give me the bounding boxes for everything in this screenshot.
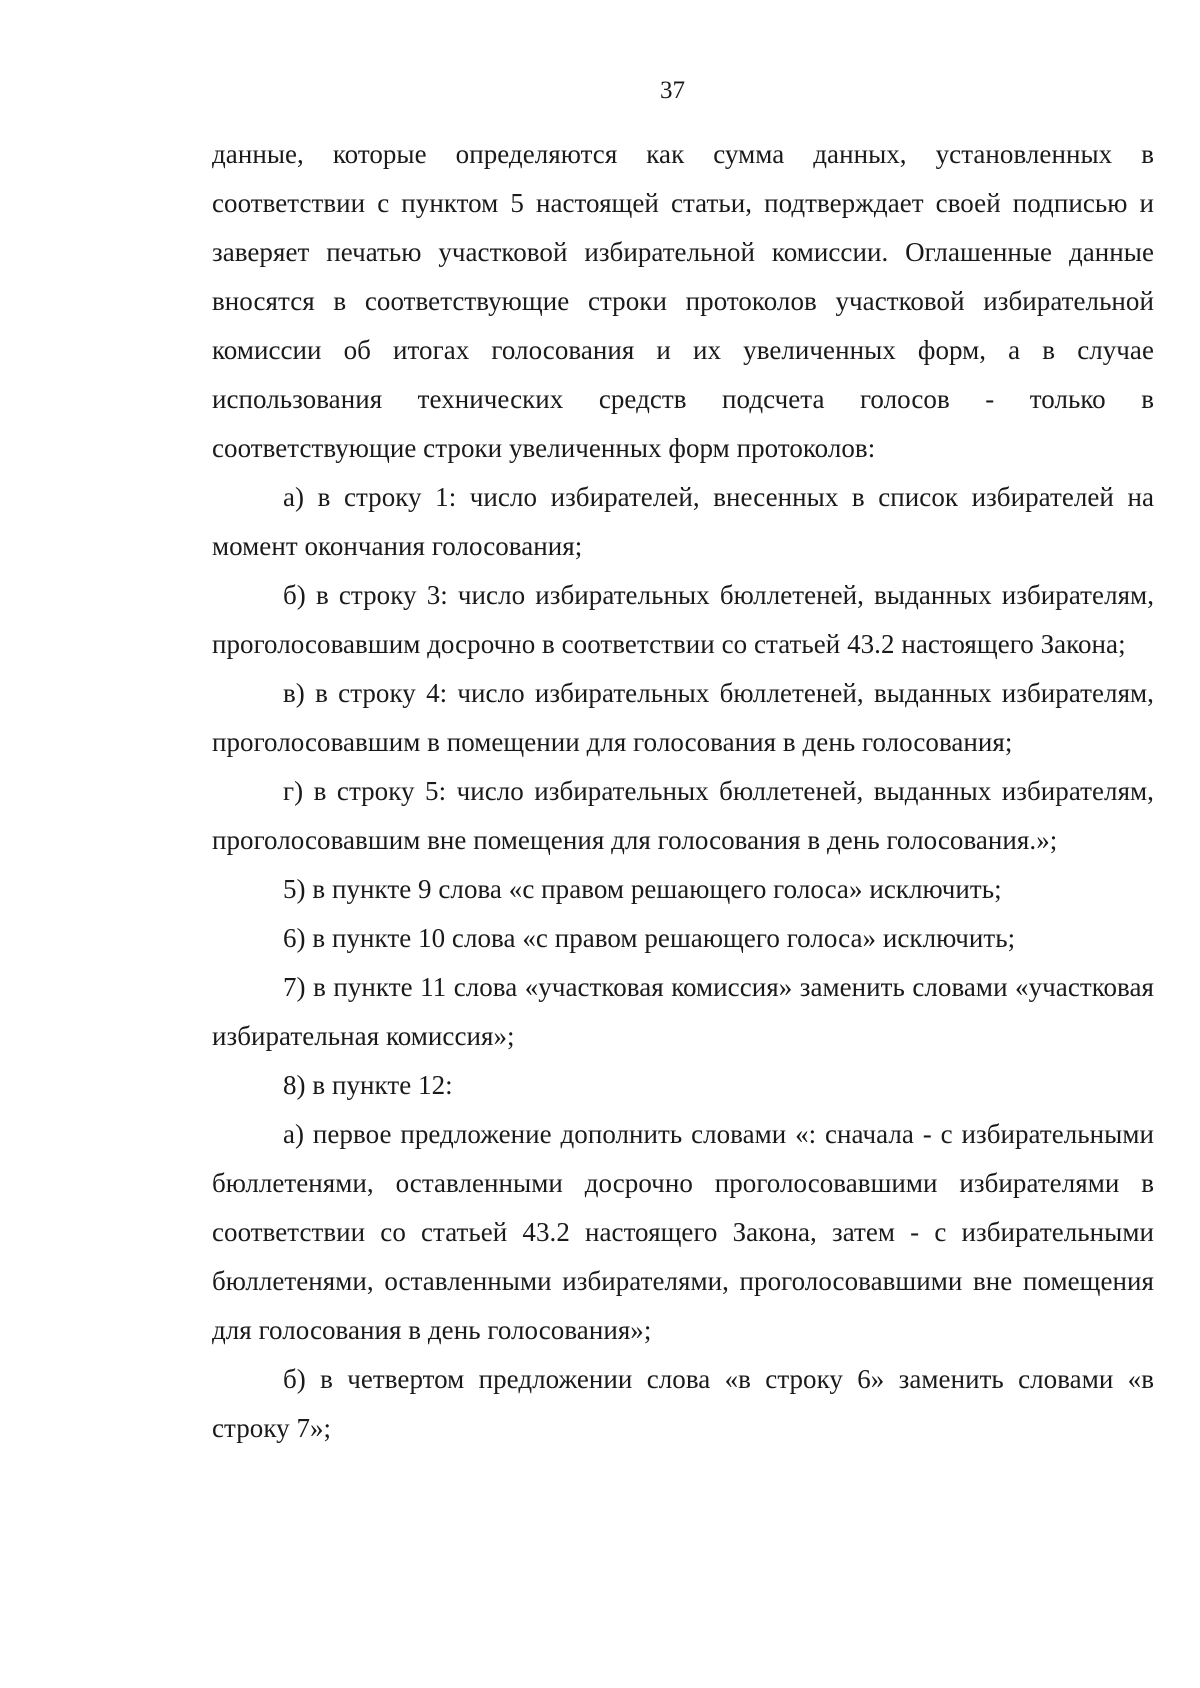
paragraph-item-v-line-4: в) в строку 4: число избирательных бюллетеней, выданных избирателям, проголосовавшим в помещении для голосования в день голосования; [212,678,1154,757]
paragraph-point-7: 7) в пункте 11 слова «участковая комиссия» заменить словами «участковая избирательная комиссия»; [212,972,1154,1051]
paragraph-point-6: 6) в пункте 10 слова «с правом решающего голоса» исключить; [283,923,1016,953]
document-body [212,130,1154,1453]
paragraph-continuation: данные, которые определяются как сумма данных, установленных в соответствии с пунктом 5 настоящей статьи, подтверждает своей подписью и заверяет печатью участковой избирательной комиссии. Оглашенные данные вносятся в соответствующие строки протоколов участковой избирательной комиссии об итогах голосования и их увеличенных форм, а в случае использования технических средств подсчета голосов - только в соответствующие строки увеличенных форм протоколов: [212,139,1154,463]
paragraph-item-b-line-3: б) в строку 3: число избирательных бюллетеней, выданных избирателям, проголосовавшим досрочно в соответствии со статьей 43.2 настоящего Закона; [212,580,1154,659]
paragraph-point-5: 5) в пункте 9 слова «с правом решающего голоса» исключить; [283,874,1002,904]
page-number: 37 [660,77,685,104]
paragraph-point-8-b: б) в четвертом предложении слова «в строку 6» заменить словами «в строку 7»; [212,1364,1154,1443]
paragraph-item-a-line-1: а) в строку 1: число избирателей, внесенных в список избирателей на момент окончания голосования; [212,482,1154,561]
paragraph-item-g-line-5: г) в строку 5: число избирательных бюллетеней, выданных избирателям, проголосовавшим вне помещения для голосования в день голосования.»; [212,776,1154,855]
paragraph-point-8-a: а) первое предложение дополнить словами «: сначала - с избирательными бюллетенями, оставленными досрочно проголосовавшими избирателями в соответствии со статьей 43.2 настоящего Закона, затем - с избирательными бюллетенями, оставленными избирателями, проголосовавшими вне помещения для голосования в день голосования»; [212,1119,1154,1345]
paragraph-point-8: 8) в пункте 12: [283,1070,453,1100]
